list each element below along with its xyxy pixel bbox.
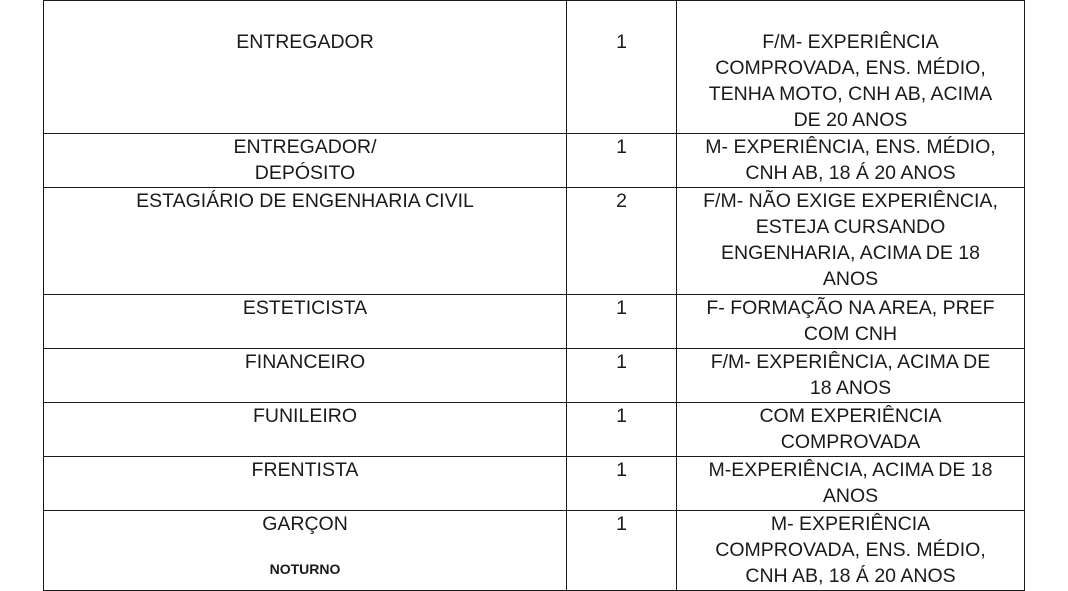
requirement-line: ESTEJA CURSANDO [755, 216, 946, 238]
job-title-cell [44, 511, 567, 591]
requirements-cell [677, 188, 1025, 295]
job-title-cell [44, 295, 567, 349]
vacancy-count: 2 [616, 190, 627, 212]
requirements-cell [677, 1, 1025, 134]
requirement-line: DE 20 ANOS [793, 109, 908, 131]
requirement-line: F/M- NÃO EXIGE EXPERIÊNCIA, [703, 190, 998, 212]
table-row [44, 188, 1025, 295]
vacancy-count: 1 [616, 405, 627, 427]
requirement-line: M-EXPERIÊNCIA, ACIMA DE 18 [708, 459, 993, 481]
vacancy-count-cell [567, 1, 677, 134]
requirement-line: COMPROVADA, ENS. MÉDIO, [715, 539, 986, 561]
job-title-cell [44, 134, 567, 188]
job-title-cell [44, 403, 567, 457]
requirement-line: COMPROVADA, ENS. MÉDIO, [715, 57, 986, 79]
table-row [44, 295, 1025, 349]
table-row [44, 349, 1025, 403]
requirement-line: TENHA MOTO, CNH AB, ACIMA [708, 83, 993, 105]
requirement-line: M- EXPERIÊNCIA [770, 513, 931, 535]
vacancy-count-cell [567, 349, 677, 403]
vacancy-count-cell [567, 295, 677, 349]
requirements-cell [677, 134, 1025, 188]
table-row [44, 511, 1025, 591]
requirements-cell [677, 457, 1025, 511]
requirements-cell [677, 511, 1025, 591]
vacancy-count: 1 [616, 513, 627, 535]
job-title-text: GARÇON [262, 513, 348, 535]
requirement-line: ANOS [822, 268, 879, 290]
vacancy-count: 1 [616, 459, 627, 481]
requirement-line: 18 ANOS [809, 377, 892, 399]
requirements-cell [677, 349, 1025, 403]
job-shift-note: NOTURNO [269, 561, 341, 577]
requirement-line: CNH AB, 18 Á 20 ANOS [745, 565, 956, 587]
vacancy-count: 1 [616, 297, 627, 319]
requirement-line: COM EXPERIÊNCIA [759, 405, 942, 427]
requirement-line: F/M- EXPERIÊNCIA [762, 31, 939, 53]
table-row [44, 403, 1025, 457]
requirement-line: F- FORMAÇÃO NA AREA, PREF [706, 297, 995, 319]
job-table-body [44, 1, 1025, 591]
job-title-text: ENTREGADOR/ [233, 136, 377, 158]
job-title-cell [44, 349, 567, 403]
job-title-cell [44, 1, 567, 134]
job-title-text: FUNILEIRO [252, 405, 357, 427]
table-row [44, 457, 1025, 511]
requirement-line: M- EXPERIÊNCIA, ENS. MÉDIO, [705, 136, 996, 158]
requirement-line: ENGENHARIA, ACIMA DE 18 [721, 242, 980, 264]
job-title-text: ENTREGADOR [236, 31, 374, 53]
vacancy-count: 1 [616, 31, 627, 53]
requirement-line: ANOS [822, 485, 879, 507]
table-row [44, 1, 1025, 134]
job-title-cell [44, 457, 567, 511]
vacancy-count-cell [567, 457, 677, 511]
job-title-text: ESTETICISTA [242, 297, 368, 319]
requirements-cell [677, 295, 1025, 349]
table-row [44, 134, 1025, 188]
requirement-line: COM CNH [803, 323, 898, 345]
requirement-line: F/M- EXPERIÊNCIA, ACIMA DE [710, 351, 991, 373]
requirement-line: CNH AB, 18 Á 20 ANOS [745, 162, 956, 184]
job-vacancy-table [43, 0, 1025, 591]
job-title-text: FINANCEIRO [244, 351, 366, 373]
requirements-cell [677, 403, 1025, 457]
requirement-line: COMPROVADA [780, 431, 921, 453]
vacancy-count-cell [567, 188, 677, 295]
vacancy-count-cell [567, 403, 677, 457]
job-title-text: DEPÓSITO [254, 162, 356, 184]
vacancy-count: 1 [616, 136, 627, 158]
vacancy-count-cell [567, 511, 677, 591]
job-title-text: ESTAGIÁRIO DE ENGENHARIA CIVIL [136, 190, 474, 212]
vacancy-count: 1 [616, 351, 627, 373]
vacancy-count-cell [567, 134, 677, 188]
job-title-text: FRENTISTA [251, 459, 359, 481]
job-title-cell [44, 188, 567, 295]
